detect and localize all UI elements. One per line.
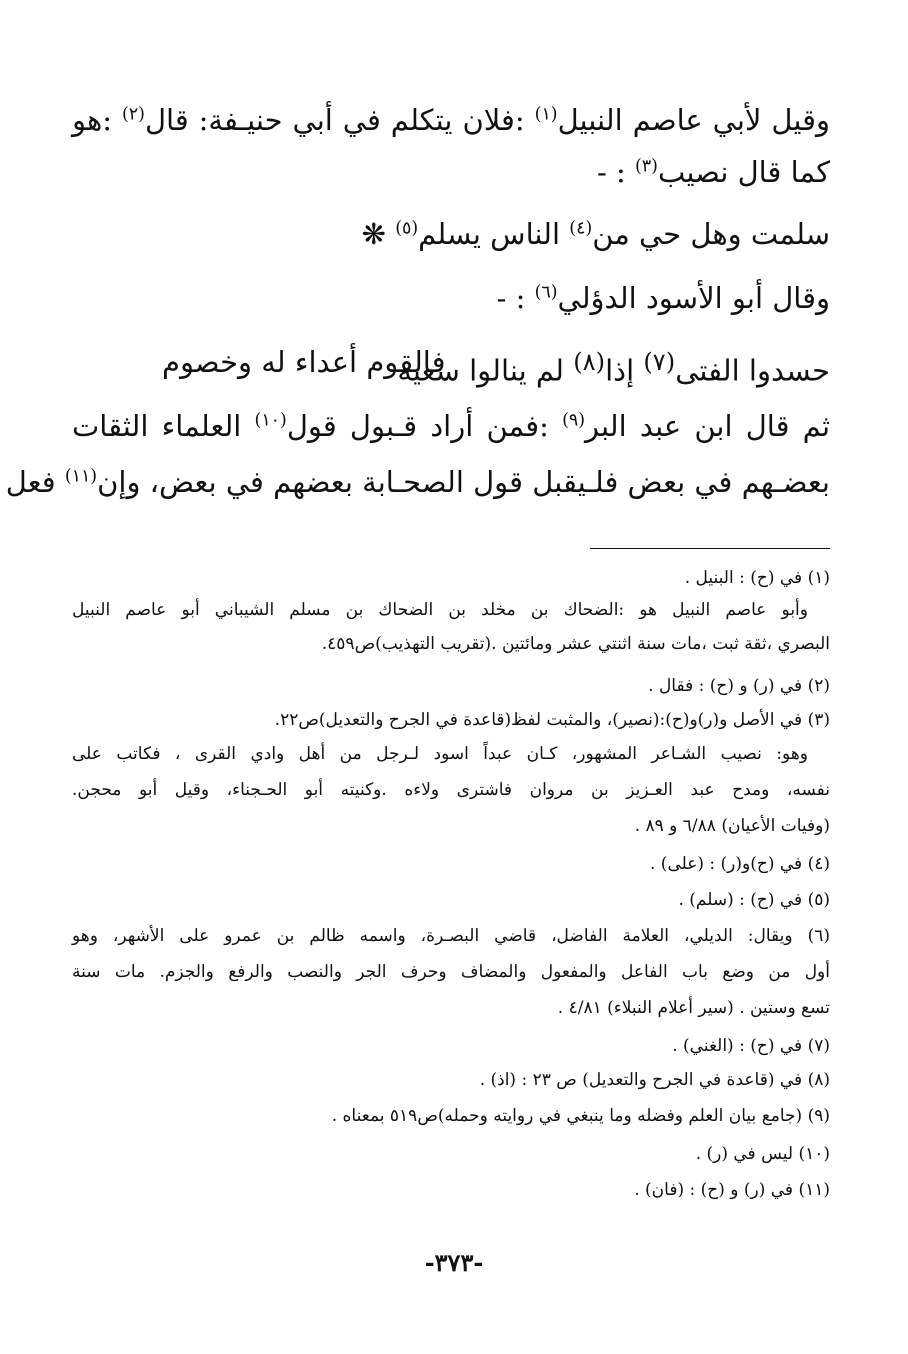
main-text: ثم قال ابن عبد البر	[585, 409, 831, 443]
footnote-ref[interactable]: (٣)	[635, 156, 658, 177]
footnote-7: (٧) في (ح) : (الغني) .	[672, 1036, 830, 1056]
footnote-ref[interactable]: (١)	[534, 104, 558, 125]
footnote-2: (٢) في (ر) و (ح) : فقال .	[648, 676, 830, 696]
verse-end-mark: ❋	[361, 217, 396, 251]
verse-text: لم ينالوا سعيه	[397, 353, 574, 388]
footnote-11: (١١) في (ر) و (ح) : (فان) .	[634, 1180, 830, 1200]
footnote-3-cont: (وفيات الأعيان) ٦/٨٨ و ٨٩ .	[634, 816, 830, 836]
main-line-4	[72, 406, 830, 446]
footnote-1-cont: وأبو عاصم النبيل هو :الضحاك بن مخلد بن الضحاك بن مسلم الشيباني أبو عاصم النبيل	[72, 600, 808, 620]
main-line-5	[5, 462, 830, 502]
verse-text: الناس يسلم	[418, 217, 570, 251]
footnote-3: (٣) في الأصل و(ر)و(ح):(نصير)، والمثبت لفظ(قاعدة في الجرح والتعديل)ص٢٢.	[274, 710, 830, 730]
footnote-8: (٨) في (قاعدة في الجرح والتعديل) ص ٢٣ : (اذ) .	[479, 1070, 830, 1090]
footnote-9: (٩) (جامع بيان العلم وفضله وما ينبغي في روايته وحمله)ص٥١٩ بمعناه .	[331, 1106, 830, 1126]
footnote-ref[interactable]: (٥)	[395, 218, 419, 239]
footnote-6-cont: تسع وستين . (سير أعلام النبلاء) ٤/٨١ .	[557, 998, 830, 1018]
main-line-3	[72, 278, 830, 318]
footnote-ref[interactable]: (٢)	[122, 104, 145, 125]
main-text: :فمن أراد قـبول قول	[286, 409, 563, 443]
footnote-ref[interactable]: (٨)	[573, 348, 606, 376]
main-text: وقيل لأبي عاصم النبيل	[557, 103, 830, 137]
main-text: فعل	[5, 465, 65, 499]
footnote-ref[interactable]: (١١)	[64, 466, 98, 487]
main-text: وقال أبو الأسود الدؤلي	[557, 281, 830, 315]
footnote-ref[interactable]: (٤)	[569, 218, 593, 239]
footnote-4: (٤) في (ح)و(ر) : (على) .	[650, 854, 830, 874]
footnote-ref[interactable]: (١٠)	[254, 410, 287, 431]
main-text: :فلان يتكلم في أبي حنيـفة: قال	[144, 103, 535, 137]
footnote-ref[interactable]: (٧)	[643, 348, 676, 376]
footnote-separator	[590, 548, 830, 549]
main-text: بعضـهم في بعض فلـيقبل قول الصحـابة بعضهم في بعض، وإن	[97, 465, 830, 499]
footnote-1-cont: البصري ،ثقة ثبت ،مات سنة اثنتي عشر ومائتين .(تقريب التهذيب)ص٤٥٩.	[321, 634, 830, 654]
footnote-10: (١٠) ليس في (ر) .	[695, 1144, 830, 1164]
footnote-ref[interactable]: (٦)	[534, 282, 558, 303]
verse-text: إذا	[605, 353, 644, 388]
main-text: : -	[596, 155, 635, 189]
main-line-1	[72, 100, 830, 140]
verse-text: سلمت وهل حي من	[592, 217, 830, 251]
main-line-2	[72, 152, 830, 192]
main-text: كما قال نصيب	[657, 155, 830, 189]
main-text: :هو	[72, 103, 122, 137]
main-text: : -	[496, 281, 535, 315]
footnote-3-cont: نفسه، ومدح عبد العـزيز بن مروان فاشترى ولاءه .وكنيته أبو الحـجناء، وقيل أبو محجن.	[72, 780, 830, 800]
footnote-ref[interactable]: (٩)	[562, 410, 586, 431]
verse-first-hemistich	[397, 342, 830, 391]
footnote-6: (٦) ويقال: الديلي، العلامة الفاضل، قاضي البصـرة، واسمه ظالم بن عمرو على الأشهر، وهو	[72, 926, 830, 946]
page-number: -٣٧٣-	[424, 1248, 484, 1277]
footnote-3-cont: وهو: نصيب الشـاعر المشهور، كـان عبداً اسود لـرجل من أهل وادي القرى ، فكاتب على	[72, 744, 808, 764]
footnote-1: (١) في (ح) : البنيل .	[684, 568, 830, 588]
verse-text: حسدوا الفتى	[675, 353, 830, 388]
main-text: العلماء الثقات	[72, 409, 255, 443]
verse-line-1	[72, 214, 830, 254]
footnote-5: (٥) في (ح) : (سلم) .	[678, 890, 830, 910]
verse-second-hemistich: فالقوم أعداء له وخصوم	[162, 345, 446, 379]
footnote-6-cont: أول من وضع باب الفاعل والمفعول والمضاف وحرف الجر والنصب والرفع والجزم. مات سنة	[72, 962, 830, 982]
